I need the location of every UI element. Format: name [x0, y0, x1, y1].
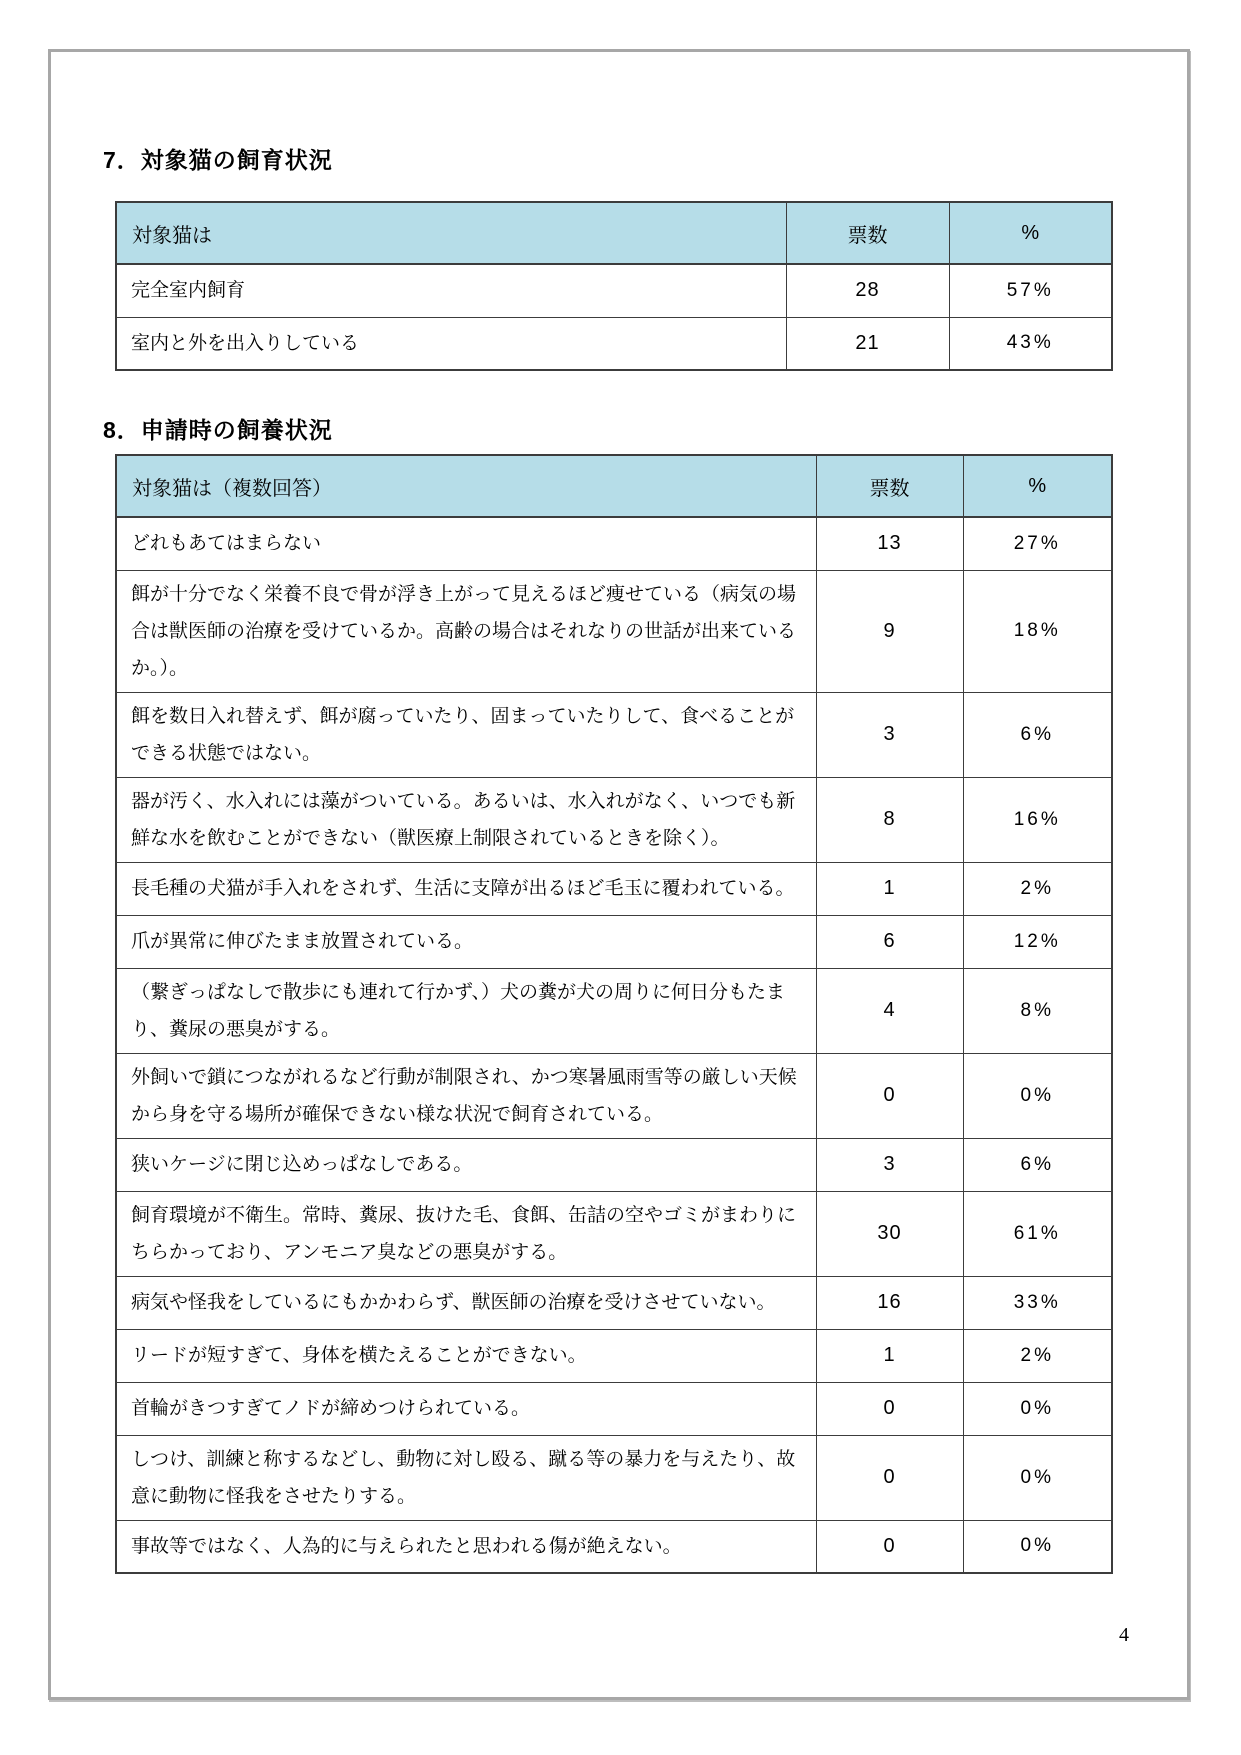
table-row	[116, 264, 1112, 317]
row-label: どれもあてはまらない	[116, 517, 816, 570]
table-row	[116, 1382, 1112, 1435]
row-percent: 61%	[963, 1191, 1112, 1276]
row-percent: 0%	[963, 1382, 1112, 1435]
row-votes: 30	[816, 1191, 963, 1276]
header-percent: %	[963, 455, 1112, 517]
row-percent: 0%	[963, 1435, 1112, 1520]
row-label: 狭いケージに閉じ込めっぱなしである。	[116, 1138, 816, 1191]
row-votes: 0	[816, 1520, 963, 1573]
row-percent: 18%	[963, 570, 1112, 692]
document-page	[48, 49, 1190, 1700]
row-votes: 0	[816, 1382, 963, 1435]
row-label: （繋ぎっぱなしで散歩にも連れて行かず、）犬の糞が犬の周りに何日分もたまり、糞尿の悪臭がする。	[116, 968, 816, 1053]
table-row	[116, 1520, 1112, 1573]
row-label: 事故等ではなく、人為的に与えられたと思われる傷が絶えない。	[116, 1520, 816, 1573]
row-label: リードが短すぎて、身体を横たえることができない。	[116, 1329, 816, 1382]
table-row	[116, 1329, 1112, 1382]
table-row	[116, 317, 1112, 370]
row-label: 長毛種の犬猫が手入れをされず、生活に支障が出るほど毛玉に覆われている。	[116, 862, 816, 915]
page-number: 4	[1119, 1624, 1129, 1646]
table-row	[116, 915, 1112, 968]
row-label: 爪が異常に伸びたまま放置されている。	[116, 915, 816, 968]
table-row	[116, 968, 1112, 1053]
row-votes: 9	[816, 570, 963, 692]
header-label: 対象猫は（複数回答）	[116, 455, 816, 517]
row-label: 室内と外を出入りしている	[116, 317, 786, 370]
row-votes: 1	[816, 862, 963, 915]
row-percent: 33%	[963, 1276, 1112, 1329]
table-header	[116, 455, 1112, 517]
row-label: 完全室内飼育	[116, 264, 786, 317]
row-votes: 21	[786, 317, 949, 370]
header-row	[116, 202, 1112, 264]
table-row	[116, 862, 1112, 915]
row-percent: 43%	[949, 317, 1112, 370]
row-percent: 8%	[963, 968, 1112, 1053]
section-8-title: 8．申請時の飼養状況	[103, 417, 333, 443]
header-percent: %	[949, 202, 1112, 264]
table-row	[116, 1191, 1112, 1276]
table-body	[116, 517, 1112, 1573]
table-row	[116, 777, 1112, 862]
row-label: 飼育環境が不衛生。常時、糞尿、抜けた毛、食餌、缶詰の空やゴミがまわりにちらかっており、アンモニア臭などの悪臭がする。	[116, 1191, 816, 1276]
row-votes: 0	[816, 1435, 963, 1520]
row-label: しつけ、訓練と称するなどし、動物に対し殴る、蹴る等の暴力を与えたり、故意に動物に怪我をさせたりする。	[116, 1435, 816, 1520]
row-votes: 28	[786, 264, 949, 317]
header-votes: 票数	[786, 202, 949, 264]
row-votes: 3	[816, 1138, 963, 1191]
row-percent: 2%	[963, 1329, 1112, 1382]
header-row	[116, 455, 1112, 517]
row-label: 餌が十分でなく栄養不良で骨が浮き上がって見えるほど痩せている（病気の場合は獣医師の治療を受けているか。高齢の場合はそれなりの世話が出来ているか。）。	[116, 570, 816, 692]
table-row	[116, 1276, 1112, 1329]
row-votes: 4	[816, 968, 963, 1053]
row-label: 外飼いで鎖につながれるなど行動が制限され、かつ寒暑風雨雪等の厳しい天候から身を守る場所が確保できない様な状況で飼育されている。	[116, 1053, 816, 1138]
row-votes: 8	[816, 777, 963, 862]
header-label: 対象猫は	[116, 202, 786, 264]
row-percent: 0%	[963, 1520, 1112, 1573]
row-label: 餌を数日入れ替えず、餌が腐っていたり、固まっていたりして、食べることができる状態ではない。	[116, 692, 816, 777]
table-row	[116, 517, 1112, 570]
table-row	[116, 1435, 1112, 1520]
section-7-title: 7．対象猫の飼育状況	[103, 147, 333, 173]
table-row	[116, 1053, 1112, 1138]
row-percent: 6%	[963, 692, 1112, 777]
header-votes: 票数	[816, 455, 963, 517]
application-care-status-table	[115, 454, 1113, 1574]
row-label: 器が汚く、水入れには藻がついている。あるいは、水入れがなく、いつでも新鮮な水を飲むことができない（獣医療上制限されているときを除く）。	[116, 777, 816, 862]
row-percent: 0%	[963, 1053, 1112, 1138]
table-row	[116, 570, 1112, 692]
row-percent: 27%	[963, 517, 1112, 570]
row-votes: 3	[816, 692, 963, 777]
row-votes: 6	[816, 915, 963, 968]
row-percent: 2%	[963, 862, 1112, 915]
table-row	[116, 1138, 1112, 1191]
row-votes: 13	[816, 517, 963, 570]
table-row	[116, 692, 1112, 777]
table-header	[116, 202, 1112, 264]
row-percent: 6%	[963, 1138, 1112, 1191]
row-label: 病気や怪我をしているにもかかわらず、獣医師の治療を受けさせていない。	[116, 1276, 816, 1329]
row-percent: 12%	[963, 915, 1112, 968]
table-body	[116, 264, 1112, 370]
row-votes: 1	[816, 1329, 963, 1382]
row-label: 首輪がきつすぎてノドが締めつけられている。	[116, 1382, 816, 1435]
cat-care-status-table	[115, 201, 1113, 371]
row-percent: 57%	[949, 264, 1112, 317]
row-votes: 16	[816, 1276, 963, 1329]
row-votes: 0	[816, 1053, 963, 1138]
row-percent: 16%	[963, 777, 1112, 862]
